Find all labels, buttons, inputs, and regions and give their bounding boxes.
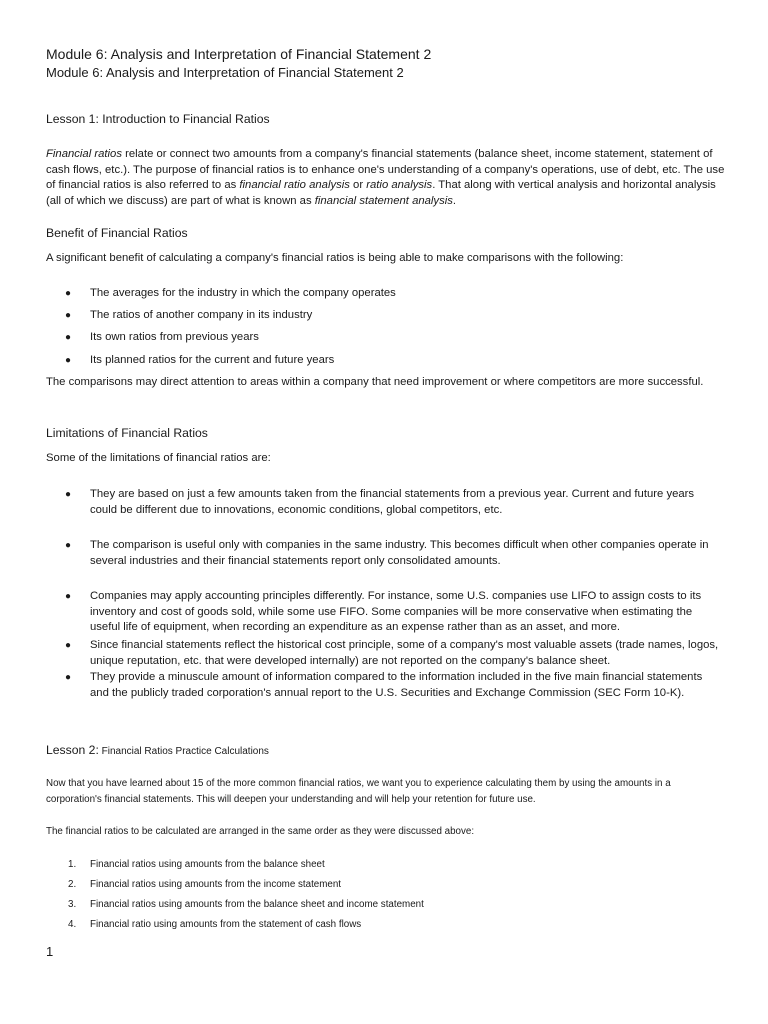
limitations-list-item: ● They provide a minuscule amount of information compared to the information included in the five main financial statements and the publicly traded corporation's annual report to the U.S. Securities and Exchange Commission (SEC Form 10-K). <box>65 671 703 699</box>
numbered-list-item: 3. Financial ratios using amounts from the balance sheet and income statement <box>68 899 424 910</box>
limitations-list-item: ● Since financial statements reflect the historical cost principle, some of a company's most valuable assets (trade names, logos, unique reputation, etc. that were developed internally) are not reported on the company's balance sheet. <box>65 639 719 667</box>
lesson2-heading: Lesson 2: Financial Ratios Practice Calculations <box>46 743 269 757</box>
term-financial-ratios: Financial ratios <box>46 148 122 160</box>
lesson2-arranged-text: The financial ratios to be calculated are arranged in the same order as they were discussed above: <box>46 826 475 837</box>
bullet-icon: ● <box>65 310 72 321</box>
limitations-list-item: ● They are based on just a few amounts taken from the financial statements from a previous year. Current and future years could be different due to innovations, economic conditions, global competitors, etc. <box>65 488 695 516</box>
benefit-list-item: ● Its own ratios from previous years <box>46 330 724 346</box>
benefit-closing: The comparisons may direct attention to areas within a company that need improvement or where competitors are more successful. <box>46 376 704 388</box>
intro-text-3: . That along with vertical analysis and horizontal analysis (all of which we discuss) are part of what is known as <box>46 179 716 207</box>
limitations-intro: Some of the limitations of financial ratios are: <box>46 452 271 464</box>
bullet-icon: ● <box>65 540 72 551</box>
benefit-list-item: ● The ratios of another company in its industry <box>46 308 724 324</box>
benefit-list-item: ● Its planned ratios for the current and future years <box>46 353 724 369</box>
term-financial-ratio-analysis: financial ratio analysis <box>239 179 350 191</box>
bullet-icon: ● <box>65 672 72 683</box>
limitations-list-item: ● The comparison is useful only with companies in the same industry. This becomes difficult when other companies operate in several industries and their financial statements report only consolidated amounts. <box>65 539 709 567</box>
bullet-icon: ● <box>65 640 72 651</box>
document-title: Module 6: Analysis and Interpretation of Financial Statement 2 <box>46 46 432 62</box>
lesson1-heading: Lesson 1: Introduction to Financial Ratios <box>46 112 270 126</box>
benefit-list-item: ● The averages for the industry in which the company operates <box>46 286 724 302</box>
bullet-icon: ● <box>65 332 72 343</box>
intro-text-2: or <box>349 179 367 191</box>
term-financial-statement-analysis: financial statement analysis <box>314 194 453 207</box>
bullet-icon: ● <box>65 591 72 602</box>
bullet-icon: ● <box>65 355 72 366</box>
lesson1-intro-paragraph <box>46 147 728 209</box>
intro-text-4: . <box>452 194 457 207</box>
numbered-list-item: 1. Financial ratios using amounts from the balance sheet <box>68 859 325 870</box>
page-number: 1 <box>46 944 54 959</box>
bullet-icon: ● <box>65 288 72 299</box>
numbered-list-item: 4. Financial ratio using amounts from the statement of cash flows <box>68 919 362 930</box>
lesson2-intro: Now that you have learned about 15 of the more common financial ratios, we want you to experience calculating them by using the amounts in a corporation's financial statements. This will deepen your understanding and will help your retention for future use. <box>46 778 671 805</box>
limitations-list-item: ● Companies may apply accounting principles differently. For instance, some U.S. companies use LIFO to assign costs to its inventory and cost of goods sold, while some use FIFO. Some companies will be more conservative when estimating the useful life of equipment, when recording an expenditure as an expense rather than as an asset, and more. <box>65 590 702 633</box>
benefit-intro: A significant benefit of calculating a company's financial ratios is being able to make comparisons with the following: <box>46 252 624 264</box>
term-ratio-analysis: ratio analysis <box>366 179 433 191</box>
bullet-icon: ● <box>65 489 72 500</box>
intro-text-1: relate or connect two amounts from a company's financial statements (balance sheet, income statement, statement of cash flows, etc.). The purpose of financial ratios is to enhance one's understanding of a company's operations, use of debt, etc. The use of financial ratios is also referred to as <box>46 148 725 191</box>
limitations-heading: Limitations of Financial Ratios <box>46 426 208 440</box>
document-subtitle: Module 6: Analysis and Interpretation of Financial Statement 2 <box>46 65 404 80</box>
numbered-list-item: 2. Financial ratios using amounts from the income statement <box>68 879 342 890</box>
benefit-heading: Benefit of Financial Ratios <box>46 226 188 240</box>
